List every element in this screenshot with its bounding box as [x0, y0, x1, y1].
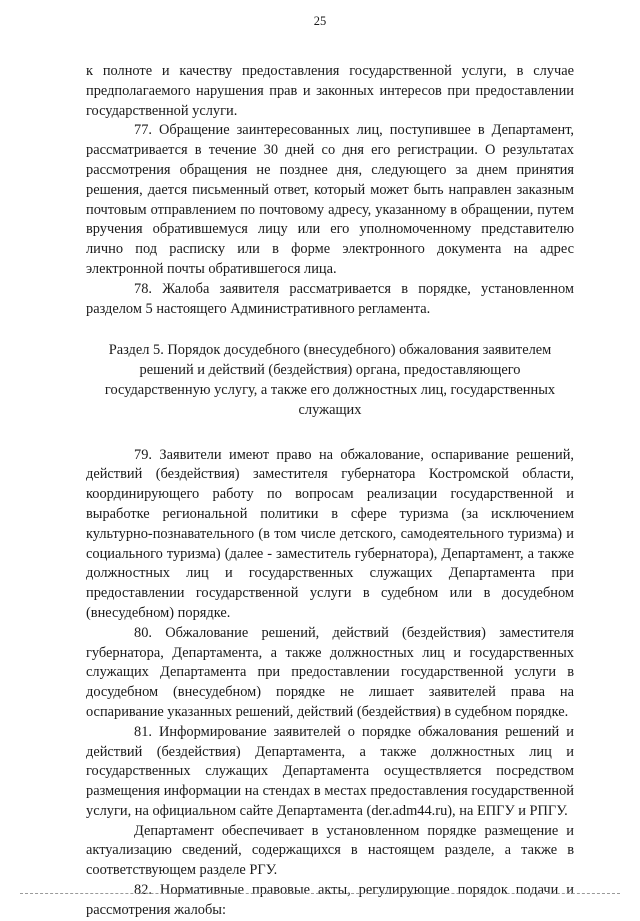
paragraph-continuation: к полноте и качеству предоставления государственной услуги, в случае предполагаемого нарушения прав и законных интересов при предоставлении государственной услуги. — [86, 63, 574, 119]
paragraph-82: 82. Нормативные правовые акты, регулирующие порядок подачи и рассмотрения жалобы: — [86, 882, 574, 918]
footer-divider — [20, 893, 620, 894]
paragraph-81-continuation: Департамент обеспечивает в установленном порядке размещение и актуализацию сведений, содержащихся в настоящем разделе, а также в соответствующем разделе РГУ. — [86, 822, 574, 879]
document-body — [86, 62, 574, 921]
page-number: 25 — [313, 14, 327, 28]
paragraph-78: 78. Жалоба заявителя рассматривается в порядке, установленном разделом 5 настоящего Административного регламента. — [86, 280, 574, 317]
section-5-heading: Раздел 5. Порядок досудебного (внесудебного) обжалования заявителем решений и действий (бездействия) органа, предоставляющего государственную услугу, а также его должностных лиц, государственных служащих — [104, 342, 556, 418]
paragraph-81: 81. Информирование заявителей о порядке обжалования решений и действий (бездействия) Департамента, а также должностных лиц и государственных служащих Департамента осуществляется посредством размещения информации на стендах в местах предоставления государственной услуги, на официальном сайте Департамента (der.adm44.ru), на ЕПГУ и РПГУ. — [86, 723, 574, 819]
paragraph-80: 80. Обжалование решений, действий (бездействия) заместителя губернатора, Департамента, а также должностных лиц и государственных служащих Департамента при предоставлении государственной услуги в досудебном (внесудебном) порядке не лишает заявителей права на оспаривание указанных решений, действий (бездействия) в судебном порядке. — [86, 624, 574, 720]
paragraph-77: 77. Обращение заинтересованных лиц, поступившее в Департамент, рассматривается в течение 30 дней со дня его регистрации. О результатах рассмотрения обращения не позднее дня, следующего за днем принятия решения, дается письменный ответ, который может быть направлен заказным почтовым отправлением по почтовому адресу, указанному в обращении, путем вручения обратившемуся лицу или его уполномоченному представителю лично под расписку или в форме электронного документа на адрес электронной почты обратившегося лица. — [86, 122, 574, 277]
paragraph-79: 79. Заявители имеют право на обжалование, оспаривание решений, действий (бездействия) заместителя губернатора Костромской области, координирующего работу по вопросам реализации государственной и выработке региональной политики в сфере туризма (за исключением культурно-познавательного (в том числе детского, самодеятельного туризма) и социального туризма) (далее - заместитель губернатора), Департамент, а также должностных лиц и государственных служащих Департамента при предоставлении государственной услуги в судебном или в досудебном (внесудебном) порядке. — [86, 446, 574, 621]
